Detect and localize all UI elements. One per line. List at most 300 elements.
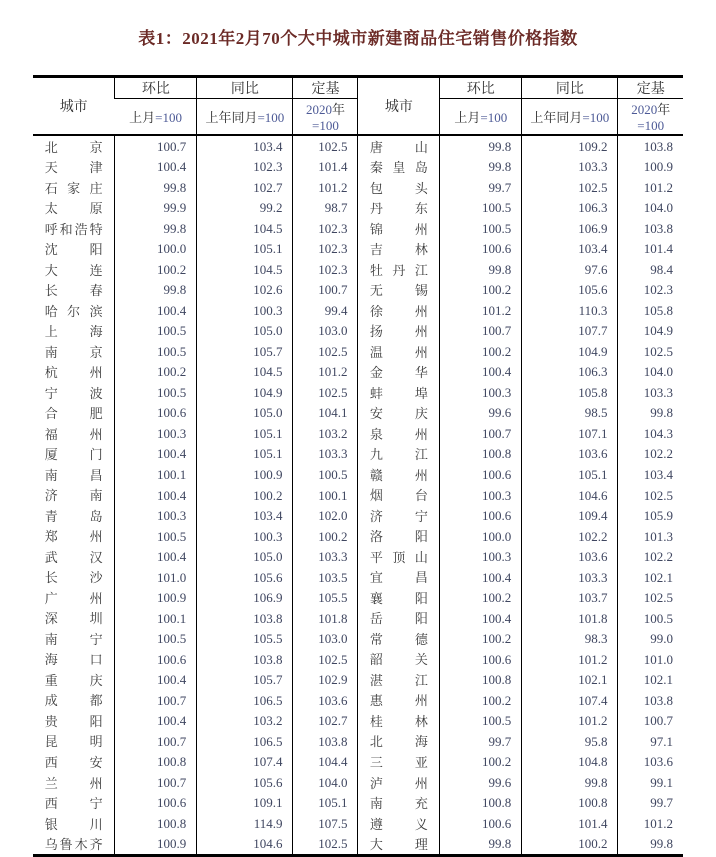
city-cell (33, 772, 115, 793)
base-value-cell: 104.1 (293, 403, 358, 424)
city-name: 惠 州 (369, 693, 428, 709)
yoy-value-cell: 105.0 (197, 546, 293, 567)
mom-value-cell: 100.3 (440, 546, 522, 567)
base-value-cell: 102.5 (293, 834, 358, 856)
yoy-value-cell: 105.6 (197, 772, 293, 793)
yoy-value-cell: 103.4 (522, 239, 618, 260)
city-name: 深 圳 (44, 611, 103, 627)
mom-value-cell: 100.4 (440, 608, 522, 629)
yoy-value-cell: 97.6 (522, 259, 618, 280)
yoy-value-cell: 105.5 (197, 628, 293, 649)
table-row (33, 813, 683, 834)
city-name: 西 宁 (44, 796, 103, 812)
base-value-cell: 102.5 (618, 587, 683, 608)
subheader-base-left: 2020年=100 (293, 99, 358, 136)
base-value-cell: 107.5 (293, 813, 358, 834)
header-yoy-left: 同比 (197, 77, 293, 99)
mom-value-cell: 100.8 (115, 813, 197, 834)
subheader-mom-right: 上月=100 (440, 99, 522, 136)
city-name: 石 家 庄 (44, 180, 103, 196)
city-cell (358, 690, 440, 711)
city-name: 乌 鲁 木 齐 (44, 837, 103, 853)
table-row (33, 505, 683, 526)
base-value-cell: 104.9 (618, 321, 683, 342)
city-cell (358, 628, 440, 649)
base-value-cell: 103.8 (618, 218, 683, 239)
mom-value-cell: 100.4 (115, 444, 197, 465)
city-cell (358, 259, 440, 280)
mom-value-cell: 100.4 (115, 669, 197, 690)
table-row (33, 834, 683, 856)
yoy-value-cell: 101.2 (522, 649, 618, 670)
base-value-cell: 103.3 (618, 382, 683, 403)
city-cell (33, 239, 115, 260)
city-name: 合 肥 (44, 406, 103, 422)
city-cell (358, 751, 440, 772)
yoy-value-cell: 105.6 (197, 567, 293, 588)
city-cell (358, 198, 440, 219)
city-cell (33, 813, 115, 834)
base-value-cell: 101.0 (618, 649, 683, 670)
city-name: 重 庆 (44, 672, 103, 688)
city-name: 常 德 (369, 631, 428, 647)
yoy-value-cell: 101.4 (522, 813, 618, 834)
mom-value-cell: 100.3 (440, 382, 522, 403)
mom-value-cell: 100.2 (440, 280, 522, 301)
table-row (33, 587, 683, 608)
city-name: 沈 阳 (44, 242, 103, 258)
yoy-value-cell: 100.3 (197, 300, 293, 321)
yoy-value-cell: 107.7 (522, 321, 618, 342)
city-cell (33, 362, 115, 383)
mom-value-cell: 100.4 (115, 485, 197, 506)
yoy-value-cell: 114.9 (197, 813, 293, 834)
yoy-value-cell: 104.8 (522, 751, 618, 772)
city-name: 长 沙 (44, 570, 103, 586)
base-value-cell: 103.3 (293, 444, 358, 465)
mom-value-cell: 100.3 (115, 423, 197, 444)
city-cell (358, 587, 440, 608)
city-cell (33, 321, 115, 342)
mom-value-cell: 100.5 (115, 321, 197, 342)
city-name: 无 锡 (369, 283, 428, 299)
yoy-value-cell: 105.1 (522, 464, 618, 485)
table-row (33, 423, 683, 444)
city-cell (358, 280, 440, 301)
table-row (33, 135, 683, 157)
yoy-value-cell: 102.2 (522, 526, 618, 547)
city-cell (33, 280, 115, 301)
city-cell (33, 669, 115, 690)
yoy-value-cell: 99.2 (197, 198, 293, 219)
mom-value-cell: 100.8 (440, 669, 522, 690)
yoy-value-cell: 104.5 (197, 259, 293, 280)
city-cell (33, 690, 115, 711)
city-cell (358, 464, 440, 485)
city-cell (358, 403, 440, 424)
city-name: 桂 林 (369, 713, 428, 729)
city-name: 安 庆 (369, 406, 428, 422)
base-value-cell: 104.0 (618, 362, 683, 383)
yoy-value-cell: 100.8 (522, 793, 618, 814)
city-name: 蚌 埠 (369, 385, 428, 401)
yoy-value-cell: 106.3 (522, 362, 618, 383)
base-value-cell: 104.0 (618, 198, 683, 219)
mom-value-cell: 100.6 (440, 649, 522, 670)
city-name: 泉 州 (369, 426, 428, 442)
header-mom-left: 环比 (115, 77, 197, 99)
mom-value-cell: 100.7 (115, 135, 197, 157)
mom-value-cell: 100.8 (440, 793, 522, 814)
base-value-cell: 105.5 (293, 587, 358, 608)
mom-value-cell: 100.2 (440, 587, 522, 608)
yoy-value-cell: 100.2 (522, 834, 618, 856)
city-cell (33, 382, 115, 403)
city-name: 南 宁 (44, 631, 103, 647)
city-name: 九 江 (369, 447, 428, 463)
yoy-value-cell: 104.5 (197, 362, 293, 383)
mom-value-cell: 100.1 (115, 464, 197, 485)
mom-value-cell: 100.5 (440, 710, 522, 731)
yoy-value-cell: 105.7 (197, 669, 293, 690)
city-name: 宜 昌 (369, 570, 428, 586)
base-value-cell: 101.4 (293, 157, 358, 178)
base-value-cell: 102.5 (618, 341, 683, 362)
yoy-value-cell: 102.1 (522, 669, 618, 690)
table-row (33, 567, 683, 588)
city-cell (33, 157, 115, 178)
city-name: 昆 明 (44, 734, 103, 750)
yoy-value-cell: 98.3 (522, 628, 618, 649)
city-cell (358, 710, 440, 731)
mom-value-cell: 100.4 (440, 362, 522, 383)
city-name: 丹 东 (369, 201, 428, 217)
table-row (33, 649, 683, 670)
yoy-value-cell: 99.8 (522, 772, 618, 793)
city-cell (358, 444, 440, 465)
base-value-cell: 102.3 (293, 239, 358, 260)
yoy-value-cell: 104.5 (197, 218, 293, 239)
city-name: 银 川 (44, 816, 103, 832)
city-cell (358, 300, 440, 321)
city-cell (358, 321, 440, 342)
mom-value-cell: 100.3 (440, 485, 522, 506)
yoy-value-cell: 103.6 (522, 444, 618, 465)
mom-value-cell: 100.5 (115, 526, 197, 547)
yoy-value-cell: 105.1 (197, 423, 293, 444)
base-value-cell: 100.2 (293, 526, 358, 547)
base-value-cell: 102.1 (618, 669, 683, 690)
subheader-mom-left: 上月=100 (115, 99, 197, 136)
yoy-value-cell: 109.4 (522, 505, 618, 526)
yoy-value-cell: 106.9 (522, 218, 618, 239)
mom-value-cell: 99.6 (440, 403, 522, 424)
yoy-value-cell: 103.2 (197, 710, 293, 731)
base-value-cell: 101.2 (618, 813, 683, 834)
city-name: 襄 阳 (369, 590, 428, 606)
yoy-value-cell: 104.6 (522, 485, 618, 506)
base-value-cell: 102.0 (293, 505, 358, 526)
table-header (33, 77, 683, 136)
city-name: 哈 尔 滨 (44, 303, 103, 319)
base-value-cell: 105.9 (618, 505, 683, 526)
city-name: 贵 阳 (44, 713, 103, 729)
table-row (33, 485, 683, 506)
yoy-value-cell: 103.3 (522, 157, 618, 178)
base-value-cell: 100.7 (293, 280, 358, 301)
subheader-base-right: 2020年=100 (618, 99, 683, 136)
header-yoy-right: 同比 (522, 77, 618, 99)
yoy-value-cell: 105.1 (197, 444, 293, 465)
city-name: 扬 州 (369, 324, 428, 340)
city-name: 兰 州 (44, 775, 103, 791)
base-value-cell: 102.3 (618, 280, 683, 301)
mom-value-cell: 100.4 (115, 157, 197, 178)
table-row (33, 157, 683, 178)
mom-value-cell: 100.8 (115, 751, 197, 772)
base-value-cell: 101.4 (618, 239, 683, 260)
city-name: 遵 义 (369, 816, 428, 832)
city-name: 成 都 (44, 693, 103, 709)
city-name: 长 春 (44, 283, 103, 299)
yoy-value-cell: 105.8 (522, 382, 618, 403)
city-name: 岳 阳 (369, 611, 428, 627)
city-name: 上 海 (44, 324, 103, 340)
yoy-value-cell: 109.1 (197, 793, 293, 814)
mom-value-cell: 99.9 (115, 198, 197, 219)
city-name: 天 津 (44, 160, 103, 176)
city-name: 北 海 (369, 734, 428, 750)
base-value-cell: 103.4 (618, 464, 683, 485)
city-cell (33, 834, 115, 856)
city-name: 福 州 (44, 426, 103, 442)
base-value-cell: 102.3 (293, 218, 358, 239)
mom-value-cell: 100.6 (115, 649, 197, 670)
table-row (33, 403, 683, 424)
base-value-cell: 103.5 (293, 567, 358, 588)
mom-value-cell: 100.6 (115, 403, 197, 424)
city-cell (33, 649, 115, 670)
city-name: 牡 丹 江 (369, 262, 428, 278)
yoy-value-cell: 103.8 (197, 608, 293, 629)
base-value-cell: 101.3 (618, 526, 683, 547)
table-row (33, 690, 683, 711)
city-cell (33, 403, 115, 424)
city-name: 洛 阳 (369, 529, 428, 545)
mom-value-cell: 100.0 (440, 526, 522, 547)
mom-value-cell: 100.1 (115, 608, 197, 629)
mom-value-cell: 99.8 (440, 259, 522, 280)
header-row-top (33, 77, 683, 99)
city-name: 南 京 (44, 344, 103, 360)
city-cell (33, 177, 115, 198)
table-row (33, 628, 683, 649)
city-cell (33, 135, 115, 157)
city-cell (358, 546, 440, 567)
mom-value-cell: 99.8 (440, 834, 522, 856)
city-name: 宁 波 (44, 385, 103, 401)
base-value-cell: 103.3 (293, 546, 358, 567)
base-value-cell: 100.5 (293, 464, 358, 485)
city-cell (33, 751, 115, 772)
table-row (33, 177, 683, 198)
base-value-cell: 102.5 (293, 382, 358, 403)
base-value-cell: 102.9 (293, 669, 358, 690)
table-row (33, 362, 683, 383)
mom-value-cell: 100.4 (440, 567, 522, 588)
city-name: 大 理 (369, 837, 428, 853)
base-value-cell: 103.8 (293, 731, 358, 752)
city-name: 大 连 (44, 262, 103, 278)
yoy-value-cell: 105.0 (197, 321, 293, 342)
yoy-value-cell: 110.3 (522, 300, 618, 321)
mom-value-cell: 100.6 (440, 813, 522, 834)
city-name: 郑 州 (44, 529, 103, 545)
mom-value-cell: 99.8 (440, 135, 522, 157)
base-value-cell: 101.2 (618, 177, 683, 198)
mom-value-cell: 100.3 (115, 505, 197, 526)
base-value-cell: 102.1 (618, 567, 683, 588)
city-cell (33, 546, 115, 567)
base-value-cell: 98.7 (293, 198, 358, 219)
city-cell (358, 731, 440, 752)
table-row (33, 198, 683, 219)
city-cell (33, 608, 115, 629)
city-name: 徐 州 (369, 303, 428, 319)
base-value-cell: 102.5 (293, 649, 358, 670)
city-name: 韶 关 (369, 652, 428, 668)
yoy-value-cell: 107.4 (522, 690, 618, 711)
base-value-cell: 102.7 (293, 710, 358, 731)
mom-value-cell: 100.7 (440, 423, 522, 444)
base-value-cell: 104.3 (618, 423, 683, 444)
base-value-cell: 99.1 (618, 772, 683, 793)
table-row (33, 239, 683, 260)
base-value-cell: 101.8 (293, 608, 358, 629)
city-name: 唐 山 (369, 139, 428, 155)
mom-value-cell: 100.4 (115, 300, 197, 321)
city-cell (33, 423, 115, 444)
base-value-cell: 102.3 (293, 259, 358, 280)
city-name: 泸 州 (369, 775, 428, 791)
table-row (33, 321, 683, 342)
base-value-cell: 104.0 (293, 772, 358, 793)
city-cell (358, 485, 440, 506)
mom-value-cell: 100.6 (440, 464, 522, 485)
yoy-value-cell: 106.5 (197, 731, 293, 752)
yoy-value-cell: 95.8 (522, 731, 618, 752)
yoy-value-cell: 101.2 (522, 710, 618, 731)
city-cell (358, 239, 440, 260)
city-cell (33, 567, 115, 588)
table-row (33, 608, 683, 629)
city-name: 赣 州 (369, 467, 428, 483)
mom-value-cell: 100.2 (440, 341, 522, 362)
base-value-cell: 98.4 (618, 259, 683, 280)
city-cell (33, 464, 115, 485)
city-cell (33, 218, 115, 239)
yoy-value-cell: 107.4 (197, 751, 293, 772)
base-value-cell: 102.5 (293, 135, 358, 157)
city-name: 平 顶 山 (369, 549, 428, 565)
city-cell (358, 362, 440, 383)
city-name: 西 安 (44, 754, 103, 770)
mom-value-cell: 100.9 (115, 587, 197, 608)
mom-value-cell: 100.4 (115, 710, 197, 731)
city-cell (358, 813, 440, 834)
yoy-value-cell: 101.8 (522, 608, 618, 629)
yoy-value-cell: 100.9 (197, 464, 293, 485)
base-value-cell: 104.4 (293, 751, 358, 772)
city-name: 温 州 (369, 344, 428, 360)
table-row (33, 751, 683, 772)
table-row (33, 546, 683, 567)
city-cell (33, 444, 115, 465)
yoy-value-cell: 106.9 (197, 587, 293, 608)
city-cell (358, 608, 440, 629)
mom-value-cell: 99.7 (440, 177, 522, 198)
city-name: 烟 台 (369, 488, 428, 504)
mom-value-cell: 100.2 (440, 751, 522, 772)
table-row (33, 731, 683, 752)
yoy-value-cell: 105.7 (197, 341, 293, 362)
yoy-value-cell: 102.6 (197, 280, 293, 301)
city-cell (358, 505, 440, 526)
city-cell (358, 567, 440, 588)
city-cell (358, 834, 440, 856)
city-cell (33, 198, 115, 219)
base-value-cell: 99.0 (618, 628, 683, 649)
table-row (33, 669, 683, 690)
city-name: 海 口 (44, 652, 103, 668)
base-value-cell: 100.7 (618, 710, 683, 731)
city-cell (33, 710, 115, 731)
mom-value-cell: 100.2 (115, 259, 197, 280)
mom-value-cell: 101.0 (115, 567, 197, 588)
mom-value-cell: 100.8 (440, 444, 522, 465)
mom-value-cell: 99.7 (440, 731, 522, 752)
yoy-value-cell: 100.2 (197, 485, 293, 506)
yoy-value-cell: 102.5 (522, 177, 618, 198)
yoy-value-cell: 109.2 (522, 135, 618, 157)
mom-value-cell: 100.4 (115, 546, 197, 567)
city-cell (33, 341, 115, 362)
city-cell (358, 218, 440, 239)
mom-value-cell: 99.8 (440, 157, 522, 178)
city-name: 厦 门 (44, 447, 103, 463)
base-value-cell: 100.1 (293, 485, 358, 506)
city-name: 广 州 (44, 590, 103, 606)
yoy-value-cell: 102.7 (197, 177, 293, 198)
table-body (33, 135, 683, 856)
mom-value-cell: 100.5 (440, 198, 522, 219)
mom-value-cell: 100.7 (115, 690, 197, 711)
base-value-cell: 100.9 (618, 157, 683, 178)
city-cell (358, 177, 440, 198)
mom-value-cell: 100.6 (440, 239, 522, 260)
yoy-value-cell: 103.6 (522, 546, 618, 567)
mom-value-cell: 100.7 (115, 772, 197, 793)
yoy-value-cell: 103.7 (522, 587, 618, 608)
yoy-value-cell: 105.0 (197, 403, 293, 424)
base-value-cell: 103.8 (618, 690, 683, 711)
city-name: 青 岛 (44, 508, 103, 524)
city-name: 锦 州 (369, 221, 428, 237)
table-row (33, 300, 683, 321)
city-name: 呼 和 浩 特 (44, 221, 103, 237)
yoy-value-cell: 102.3 (197, 157, 293, 178)
mom-value-cell: 100.2 (440, 690, 522, 711)
